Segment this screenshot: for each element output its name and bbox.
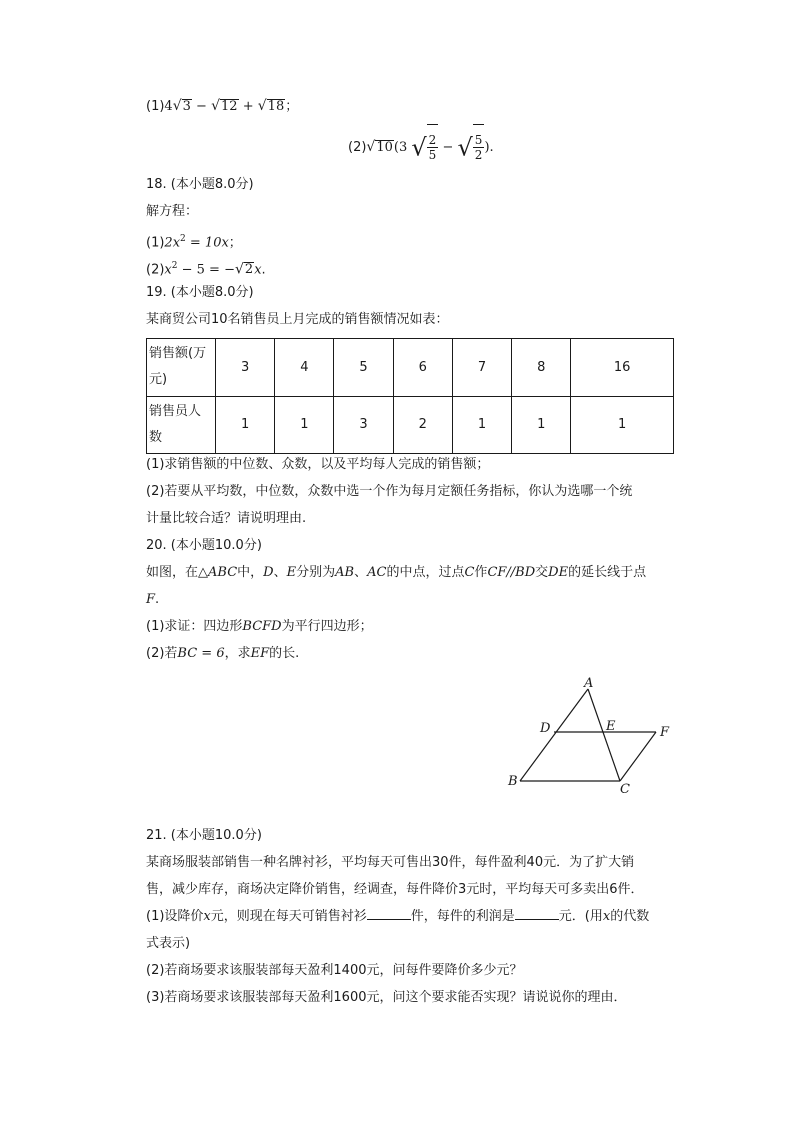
sqrt-fraction-2 (458, 124, 485, 171)
q20-text: 作 (474, 565, 488, 580)
q20-text: 的延长线于点 (568, 565, 647, 580)
fraction-2 (473, 133, 485, 162)
fraction-1-numerator: 2 (428, 133, 437, 147)
table-cell: 8 (512, 339, 571, 397)
q20-text: 分别为 (296, 565, 336, 580)
sqrt-symbol: √ (411, 133, 427, 162)
q18-p2-exponent: 2 (171, 261, 178, 271)
table-row-header: 销售员人数 (147, 396, 216, 454)
q20-text: (1)求证：四边形 (146, 619, 243, 634)
table-cell: 1 (216, 396, 275, 454)
q21-part1-cont: 式表示) (146, 936, 191, 951)
minus-sign: − (442, 140, 454, 155)
table-cell: 1 (571, 396, 674, 454)
q20-text: . (155, 592, 160, 607)
q17-p2-label: (2) (348, 140, 367, 155)
segment-ab (520, 689, 588, 781)
q20-point-e: E (286, 565, 297, 580)
label-d: D (540, 721, 551, 736)
q21-text: (1)设降价 (146, 909, 204, 924)
table-cell: 3 (334, 396, 393, 454)
fraction-2-denominator: 2 (474, 148, 483, 162)
table-cell: 4 (275, 339, 334, 397)
label-c: C (620, 782, 630, 797)
q20-title: 20. (本小题10.0分) (146, 538, 262, 553)
q20-point-d: D (263, 565, 274, 580)
q17-radicand-3: 18 (267, 99, 285, 114)
q21-variable-x: x (203, 909, 211, 924)
answer-blank[interactable] (515, 907, 559, 920)
table-cell: 2 (393, 396, 452, 454)
q20-text: 的长. (269, 646, 300, 661)
segment-ac (588, 689, 620, 781)
q18-p2-label: (2) (146, 262, 165, 278)
table-cell: 3 (216, 339, 275, 397)
geometry-figure (500, 672, 680, 797)
table-cell: 7 (452, 339, 511, 397)
q20-quadrilateral: BCFD (242, 619, 282, 634)
sqrt-symbol: √ (172, 98, 182, 114)
q19-title: 19. (本小题8.0分) (146, 285, 254, 300)
q18-p2-end: . (261, 262, 266, 278)
minus-sign: − (196, 99, 207, 114)
segment-cf (620, 732, 656, 781)
table-cell: 6 (393, 339, 452, 397)
q18-p1-end: ； (228, 235, 242, 251)
q20-segment-ef: EF (250, 646, 270, 661)
q17-p1-end: ； (285, 99, 299, 114)
q17-part1 (146, 96, 298, 117)
q20-text: 的中点，过点 (386, 565, 465, 580)
q17-part2 (348, 124, 494, 170)
q20-line1 (146, 563, 646, 583)
q21-part1 (146, 907, 649, 927)
q18-p1-exponent: 2 (180, 234, 186, 244)
table-cell: 1 (452, 396, 511, 454)
sqrt-symbol: √ (234, 261, 244, 278)
label-e: E (606, 719, 616, 734)
q17-p1-coef: 4 (164, 99, 173, 114)
q18-p2-rest: − 5 = − (177, 262, 235, 278)
q18-intro: 解方程： (146, 204, 199, 219)
label-f: F (660, 725, 670, 740)
fraction-1-denominator: 5 (428, 148, 437, 162)
q20-text: 、 (273, 565, 287, 580)
q20-text: ，求 (224, 646, 251, 661)
table-cell: 16 (571, 339, 674, 397)
q21-text: 件，每件的利润是 (410, 909, 515, 924)
q20-text: 如图，在 (146, 565, 199, 580)
q18-part2 (146, 256, 266, 280)
q20-segment-de: DE (548, 565, 569, 580)
q19-intro: 某商贸公司10名销售员上月完成的销售额情况如表： (146, 312, 449, 327)
label-a: A (584, 676, 594, 691)
q21-title: 21. (本小题10.0分) (146, 828, 262, 843)
q18-title: 18. (本小题8.0分) (146, 177, 254, 192)
q21-line2: 售，减少库存，商场决定降价销售，经调查，每件降价3元时，平均每天可多卖出6件． (146, 882, 644, 897)
plus-sign: + (242, 99, 254, 114)
table-cell: 1 (275, 396, 334, 454)
q19-part2-line2: 计量比较合适？请说明理由. (146, 511, 307, 526)
q20-point-c: C (464, 565, 475, 580)
q20-segment-ab: AB (335, 565, 355, 580)
q18-p2-radicand: 2 (244, 262, 254, 278)
q20-parallel: CF//BD (487, 565, 536, 580)
table-row (147, 396, 674, 454)
q17-p2-close: ). (484, 140, 494, 155)
q20-text: 中， (237, 565, 264, 580)
q18-part1 (146, 229, 242, 253)
q19-part2-line1: (2)若要从平均数，中位数，众数中选一个作为每月定额任务指标，你认为选哪一个统 (146, 484, 633, 499)
q17-p2-open: (3 (393, 140, 408, 155)
q20-segment-ac: AC (367, 565, 387, 580)
fraction-2-numerator: 5 (474, 133, 483, 147)
table-row-header: 销售额(万元) (147, 339, 216, 397)
q21-text: 元，则现在每天可销售衬衫 (210, 909, 367, 924)
q20-text: 为平行四边形； (281, 619, 373, 634)
sqrt-symbol: √ (257, 98, 267, 114)
q20-part2 (146, 644, 299, 664)
q18-p1-expr: 2x (164, 235, 181, 251)
label-b: B (508, 774, 518, 789)
table-row (147, 339, 674, 397)
q17-radicand-2: 12 (221, 99, 238, 114)
q20-text: 交 (535, 565, 549, 580)
q20-triangle: △ABC (198, 565, 238, 580)
q21-part3: (3)若商场要求该服装部每天盈利1600元，问这个要求能否实现？请说说你的理由． (146, 990, 627, 1005)
q20-line2 (146, 590, 159, 610)
sqrt-symbol: √ (366, 139, 376, 155)
table-cell: 5 (334, 339, 393, 397)
sqrt-symbol: √ (457, 133, 473, 162)
q21-variable-x: x (602, 909, 611, 924)
q20-text: 、 (354, 565, 368, 580)
sales-table (146, 338, 674, 454)
q21-text: 的代数 (610, 909, 650, 924)
q21-text: 元．(用 (558, 909, 603, 924)
q20-part1 (146, 617, 373, 637)
q18-p1-label: (1) (146, 235, 165, 251)
answer-blank[interactable] (367, 907, 411, 920)
q21-line1: 某商场服装部销售一种名牌衬衫，平均每天可售出30件，每件盈利40元．为了扩大销 (146, 855, 635, 870)
q17-p1-label: (1) (146, 99, 165, 114)
q18-p2-expr: x (164, 262, 172, 278)
q18-p1-rest: = 10x (185, 235, 229, 251)
fraction-1 (427, 133, 439, 162)
q20-equation: BC = 6 (177, 646, 225, 661)
sqrt-symbol: √ (211, 98, 221, 114)
q20-point-f: F (146, 592, 156, 607)
sqrt-fraction-1 (411, 124, 438, 171)
q21-part2: (2)若商场要求该服装部每天盈利1400元，问每件要降价多少元？ (146, 963, 523, 978)
table-cell: 1 (512, 396, 571, 454)
q18-p2-x: x (254, 262, 262, 278)
q17-radicand-1: 3 (182, 99, 191, 114)
q20-text: (2)若 (146, 646, 178, 661)
q17-p2-radicand: 10 (376, 140, 393, 155)
q19-part1: (1)求销售额的中位数、众数，以及平均每人完成的销售额； (146, 457, 490, 472)
